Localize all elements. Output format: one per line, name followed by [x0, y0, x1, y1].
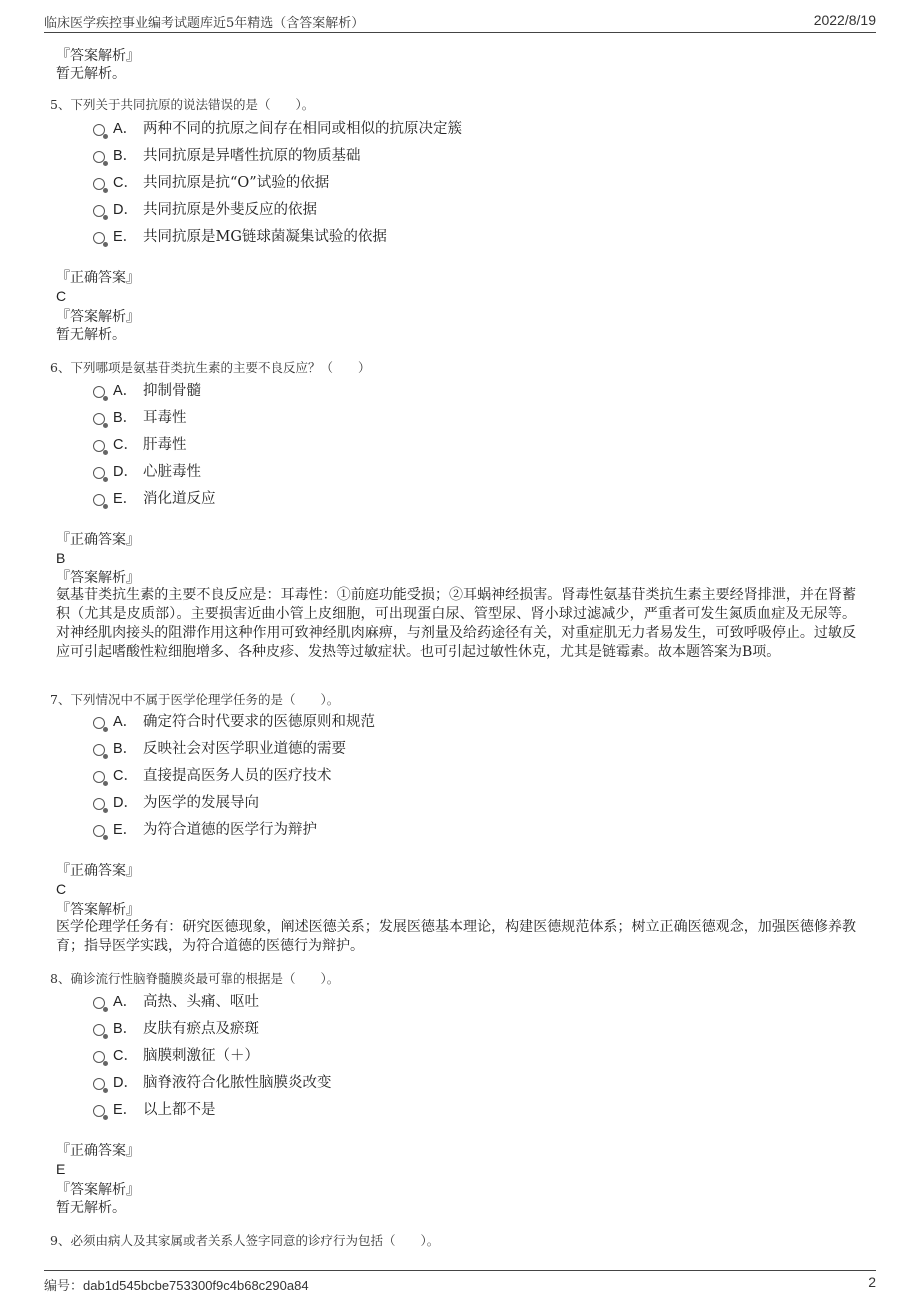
option-text: 高热、头痛、呕吐 [143, 994, 259, 1010]
correct-answer: B [56, 550, 66, 566]
radio-icon[interactable] [93, 798, 105, 810]
radio-icon[interactable] [93, 386, 105, 398]
correct-answer: C [56, 881, 67, 897]
option-letter: E． [113, 822, 138, 838]
question-stem: 6、下列哪项是氨基苷类抗生素的主要不良反应？（ ） [50, 360, 371, 375]
option-letter: E． [113, 1102, 138, 1118]
document-code-label: 编号： [44, 1279, 84, 1294]
option-letter: D． [113, 795, 138, 811]
option-text: 为符合道德的医学行为辩护 [143, 822, 317, 838]
option-letter: A． [113, 714, 138, 730]
option-letter: B． [113, 741, 138, 757]
analysis-text: 暂无解析。 [56, 1200, 126, 1216]
option-text: 心脏毒性 [143, 464, 201, 480]
option-letter: B． [113, 410, 138, 426]
option-e[interactable] [93, 1099, 216, 1121]
page-header [44, 12, 876, 33]
option-letter: C． [113, 175, 138, 191]
radio-icon[interactable] [93, 494, 105, 506]
analysis-text: 暂无解析。 [56, 327, 126, 343]
analysis-text: 医学伦理学任务有：研究医德现象，阐述医德关系；发展医德基本理论，构建医德规范体系；树立正确医德观念，加强医德修养教育；指导医学实践，为符合道德的医德行为辩护。 [56, 919, 856, 954]
option-text: 确定符合时代要求的医德原则和规范 [143, 714, 375, 730]
correct-answer-label: 『正确答案』 [56, 532, 140, 548]
option-letter: A． [113, 121, 138, 137]
option-b[interactable] [93, 1018, 259, 1040]
correct-answer-label: 『正确答案』 [56, 863, 140, 879]
option-text: 为医学的发展导向 [143, 795, 259, 811]
option-text: 共同抗原是MG链球菌凝集试验的依据 [143, 229, 387, 245]
radio-icon[interactable] [93, 205, 105, 217]
analysis-label: 『答案解析』 [56, 902, 140, 918]
correct-answer: E [56, 1161, 66, 1177]
option-e[interactable] [93, 226, 387, 248]
option-letter: D． [113, 1075, 138, 1091]
option-letter: E． [113, 491, 138, 507]
radio-icon[interactable] [93, 744, 105, 756]
option-a[interactable] [93, 380, 201, 402]
radio-icon[interactable] [93, 124, 105, 136]
option-text: 耳毒性 [143, 410, 187, 426]
document-code [44, 1275, 309, 1294]
option-text: 抑制骨髓 [143, 383, 201, 399]
radio-icon[interactable] [93, 717, 105, 729]
radio-icon[interactable] [93, 997, 105, 1009]
option-d[interactable] [93, 461, 201, 483]
radio-icon[interactable] [93, 1051, 105, 1063]
radio-icon[interactable] [93, 1024, 105, 1036]
analysis-label: 『答案解析』 [56, 570, 140, 586]
option-letter: D． [113, 202, 138, 218]
analysis-label: 『答案解析』 [56, 309, 140, 325]
option-text: 脑脊液符合化脓性脑膜炎改变 [143, 1075, 332, 1091]
option-d[interactable] [93, 199, 317, 221]
question-stem: 8、确诊流行性脑脊髓膜炎最可靠的根据是（ ）。 [50, 971, 340, 986]
option-text: 皮肤有瘀点及瘀斑 [143, 1021, 259, 1037]
correct-answer-label: 『正确答案』 [56, 1143, 140, 1159]
option-c[interactable] [93, 1045, 259, 1067]
option-d[interactable] [93, 1072, 332, 1094]
radio-icon[interactable] [93, 232, 105, 244]
option-a[interactable] [93, 991, 259, 1013]
page-footer [44, 1270, 876, 1293]
option-letter: B． [113, 1021, 138, 1037]
radio-icon[interactable] [93, 467, 105, 479]
question-stem: 9、必须由病人及其家属或者关系人签字同意的诊疗行为包括（ ）。 [50, 1233, 440, 1248]
option-d[interactable] [93, 792, 259, 814]
option-text: 两种不同的抗原之间存在相同或相似的抗原决定簇 [143, 121, 462, 137]
option-letter: C． [113, 437, 138, 453]
option-text: 共同抗原是外斐反应的依据 [143, 202, 317, 218]
option-e[interactable] [93, 819, 317, 841]
radio-icon[interactable] [93, 1078, 105, 1090]
correct-answer: C [56, 288, 67, 304]
question-stem: 7、下列情况中不属于医学伦理学任务的是（ ）。 [50, 692, 340, 707]
option-text: 直接提高医务人员的医疗技术 [143, 768, 332, 784]
analysis-label: 『答案解析』 [56, 48, 140, 64]
radio-icon[interactable] [93, 440, 105, 452]
option-text: 肝毒性 [143, 437, 187, 453]
option-e[interactable] [93, 488, 216, 510]
correct-answer-label: 『正确答案』 [56, 270, 140, 286]
analysis-text: 暂无解析。 [56, 66, 126, 82]
option-text: 共同抗原是抗“O”试验的依据 [143, 175, 330, 191]
radio-icon[interactable] [93, 178, 105, 190]
option-text: 共同抗原是异嗜性抗原的物质基础 [143, 148, 361, 164]
option-text: 以上都不是 [143, 1102, 216, 1118]
radio-icon[interactable] [93, 151, 105, 163]
page-number: 2 [868, 1274, 876, 1290]
document-code-value: dab1d545bcbe753300f9c4b68c290a84 [83, 1278, 309, 1293]
radio-icon[interactable] [93, 413, 105, 425]
option-text: 脑膜刺激征（＋） [143, 1048, 259, 1064]
question-stem: 5、下列关于共同抗原的说法错误的是（ ）。 [50, 97, 315, 112]
document-date: 2022/8/19 [813, 12, 876, 28]
option-b[interactable] [93, 407, 187, 429]
radio-icon[interactable] [93, 825, 105, 837]
analysis-text: 氨基苷类抗生素的主要不良反应是：耳毒性：①前庭功能受损；②耳蜗神经损害。肾毒性氨基苷类抗生素主要经肾排泄，并在肾蓄积（尤其是皮质部）。主要损害近曲小管上皮细胞，可出现蛋白尿、管型尿、肾小球过滤减少，严重者可发生氮质血症及无尿等。对神经肌肉接头的阻滞作用这种作用可致神经肌肉麻痹，与剂量及给药途径有关，对重症肌无力者易发生，可致呼吸停止。过敏反应可引起嗜酸性粒细胞增多、各种皮疹、发热等过敏症状。也可引起过敏性休克，尤其是链霉素。故本题答案为B项。 [56, 587, 856, 660]
option-letter: D． [113, 464, 138, 480]
radio-icon[interactable] [93, 771, 105, 783]
option-a[interactable] [93, 118, 462, 140]
option-a[interactable] [93, 711, 375, 733]
option-c[interactable] [93, 765, 332, 787]
option-text: 反映社会对医学职业道德的需要 [143, 741, 346, 757]
option-letter: C． [113, 768, 138, 784]
analysis-label: 『答案解析』 [56, 1182, 140, 1198]
document-title: 临床医学疾控事业编考试题库近5年精选（含答案解析） [44, 16, 365, 31]
option-letter: E． [113, 229, 138, 245]
option-b[interactable] [93, 145, 361, 167]
option-text: 消化道反应 [143, 491, 216, 507]
option-letter: A． [113, 994, 138, 1010]
option-c[interactable] [93, 172, 329, 194]
option-letter: C． [113, 1048, 138, 1064]
option-c[interactable] [93, 434, 187, 456]
option-letter: A． [113, 383, 138, 399]
option-letter: B． [113, 148, 138, 164]
radio-icon[interactable] [93, 1105, 105, 1117]
option-b[interactable] [93, 738, 346, 760]
